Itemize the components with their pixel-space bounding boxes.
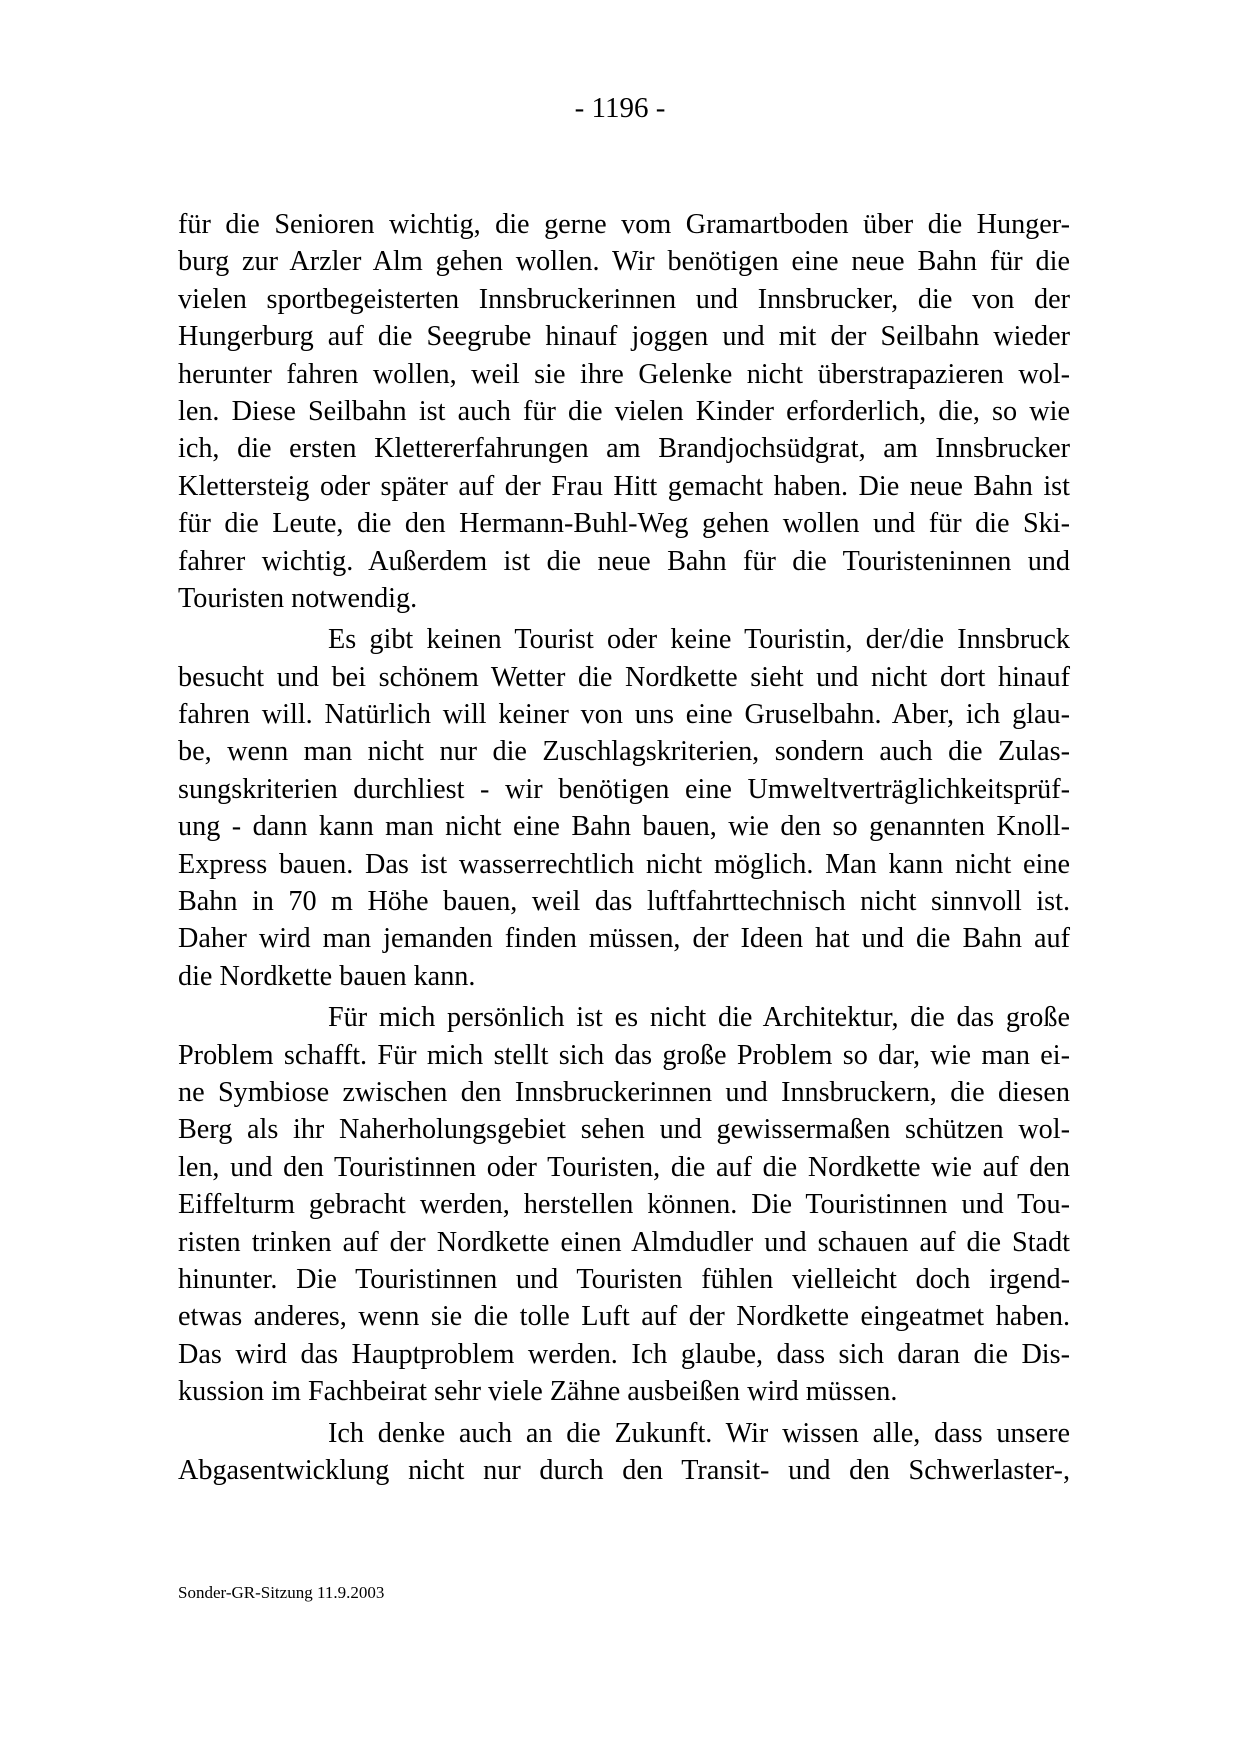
paragraph <box>178 999 1070 1410</box>
text-line: len. Diese Seilbahn ist auch für die vielen Kinder erforderlich, die, so wie <box>178 395 1070 427</box>
text-line: be, wenn man nicht nur die Zuschlagskriterien, sondern auch die Zulas- <box>178 736 1070 768</box>
text-line: Es gibt keinen Tourist oder keine Touristin, der/die Innsbruck <box>328 624 1070 656</box>
body-text <box>178 206 1070 1489</box>
text-line: Klettersteig oder später auf der Frau Hitt gemacht haben. Die neue Bahn ist <box>178 470 1070 502</box>
text-line: etwas anderes, wenn sie die tolle Luft auf der Nordkette eingeatmet haben. <box>178 1301 1070 1333</box>
text-line: Problem schafft. Für mich stellt sich das große Problem so dar, wie man ei- <box>178 1039 1070 1071</box>
text-line: Das wird das Hauptproblem werden. Ich glaube, dass sich daran die Dis- <box>178 1338 1070 1370</box>
text-line: ne Symbiose zwischen den Innsbruckerinnen und Innsbruckern, die diesen <box>178 1076 1070 1108</box>
text-line: Bahn in 70 m Höhe bauen, weil das luftfahrttechnisch nicht sinnvoll ist. <box>178 886 1070 918</box>
text-line: die Nordkette bauen kann. <box>178 960 476 992</box>
text-line: Eiffelturm gebracht werden, herstellen können. Die Touristinnen und Tou- <box>178 1189 1070 1221</box>
footer-session-label: Sonder-GR-Sitzung 11.9.2003 <box>178 1583 385 1602</box>
text-line: für die Leute, die den Hermann-Buhl-Weg gehen wollen und für die Ski- <box>178 508 1070 540</box>
text-line: len, und den Touristinnen oder Touristen, die auf die Nordkette wie auf den <box>178 1151 1070 1183</box>
text-line: vielen sportbegeisterten Innsbruckerinnen und Innsbrucker, die von der <box>178 283 1070 315</box>
text-line: fahrer wichtig. Außerdem ist die neue Bahn für die Touristeninnen und <box>178 545 1070 577</box>
text-line: risten trinken auf der Nordkette einen Almdudler und schauen auf die Stadt <box>178 1226 1070 1258</box>
text-line: besucht und bei schönem Wetter die Nordkette sieht und nicht dort hinauf <box>178 661 1070 693</box>
text-line: kussion im Fachbeirat sehr viele Zähne ausbeißen wird müssen. <box>178 1376 898 1408</box>
text-line: ich, die ersten Klettererfahrungen am Brandjochsüdgrat, am Innsbrucker <box>178 433 1070 465</box>
text-line: hinunter. Die Touristinnen und Touristen fühlen vielleicht doch irgend- <box>178 1263 1070 1295</box>
paragraph <box>178 206 1070 617</box>
text-line: fahren will. Natürlich will keiner von uns eine Gruselbahn. Aber, ich glau- <box>178 699 1070 731</box>
text-line: Hungerburg auf die Seegrube hinauf joggen und mit der Seilbahn wieder <box>178 321 1070 353</box>
text-line: sungskriterien durchliest - wir benötigen eine Umweltverträglichkeitsprüf- <box>178 773 1070 805</box>
text-line: Ich denke auch an die Zukunft. Wir wissen alle, dass unsere <box>328 1417 1070 1449</box>
text-line: für die Senioren wichtig, die gerne vom Gramartboden über die Hunger- <box>178 209 1070 240</box>
text-line: Daher wird man jemanden finden müssen, der Ideen hat und die Bahn auf <box>178 923 1070 955</box>
text-line: Express bauen. Das ist wasserrechtlich nicht möglich. Man kann nicht eine <box>178 848 1070 880</box>
text-line: Berg als ihr Naherholungsgebiet sehen und gewissermaßen schützen wol- <box>178 1114 1070 1146</box>
page-number: - 1196 - <box>574 92 666 124</box>
paragraph <box>178 1415 1070 1490</box>
text-line: herunter fahren wollen, weil sie ihre Gelenke nicht überstrapazieren wol- <box>178 358 1070 390</box>
text-line: burg zur Arzler Alm gehen wollen. Wir benötigen eine neue Bahn für die <box>178 246 1070 278</box>
paragraph <box>178 621 1070 995</box>
text-line: Touristen notwendig. <box>178 582 418 614</box>
text-line: Für mich persönlich ist es nicht die Architektur, die das große <box>328 1002 1070 1034</box>
text-line: ung - dann kann man nicht eine Bahn bauen, wie den so genannten Knoll- <box>178 811 1070 843</box>
text-line: Abgasentwicklung nicht nur durch den Transit- und den Schwerlaster-, <box>178 1454 1070 1486</box>
